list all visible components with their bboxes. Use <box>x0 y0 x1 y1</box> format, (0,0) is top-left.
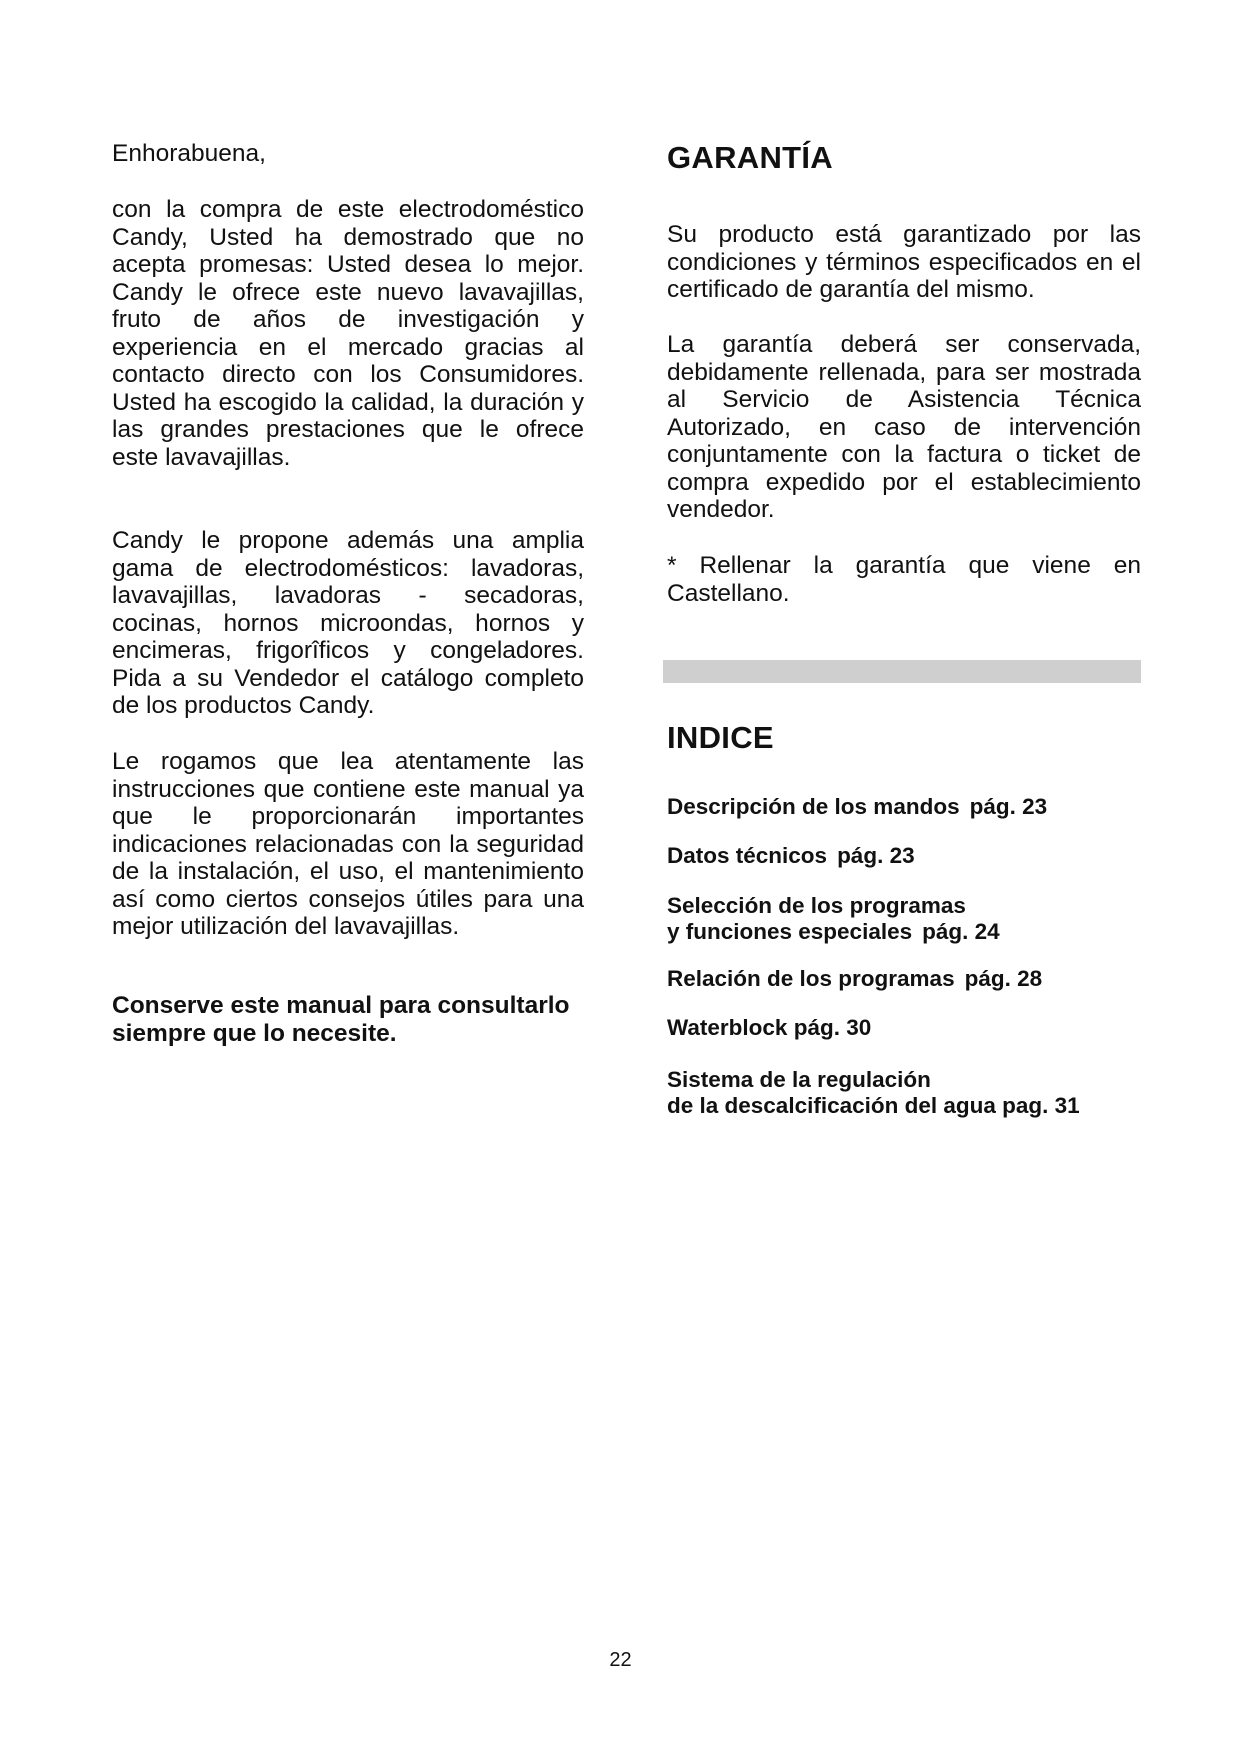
page-number: 22 <box>609 1649 632 1671</box>
toc-item-title-line-2: y funciones especiales <box>667 918 913 944</box>
warranty-heading: GARANTÍA <box>667 140 833 175</box>
toc-item-title: Datos técnicos <box>667 843 828 868</box>
section-divider <box>663 660 1141 683</box>
greeting: Enhorabuena, <box>112 140 266 167</box>
toc-item-page: pág. 23 <box>837 843 915 868</box>
toc-item-technical-data[interactable] <box>667 843 1141 869</box>
product-range-paragraph: Candy le propone además una amplia gama de electrodomésticos: lavadoras, lavavajillas, lavadoras - secadoras, cocinas, hornos microondas, hornos y encimeras, frigorîficos y congeladores. Pida a su Vendedor el catálogo completo de los productos Candy. <box>112 527 584 719</box>
instructions-paragraph: Le rogamos que lea atentamente las instrucciones que contiene este manual ya que le proporcionarán importantes indicaciones relacionadas con la seguridad de la instalación, el uso, el mantenimiento así como ciertos consejos útiles para una mejor utilización del lavavajillas. <box>112 748 584 940</box>
toc-item-title: Sistema de la regulación <box>667 1067 931 1092</box>
toc-item-title: Selección de los programas <box>667 893 966 918</box>
warranty-note: * Rellenar la garantía que viene en Castellano. <box>667 552 1141 607</box>
toc-item-page: pag. 31 <box>1002 1092 1080 1118</box>
index-heading: INDICE <box>667 720 774 755</box>
intro-paragraph: con la compra de este electrodoméstico Candy, Usted ha demostrado que no acepta promesas: Usted desea lo mejor. Candy le ofrece este nuevo lavavajillas, fruto de años de investigación y experiencia en el mercado gracias al contacto directo con los Consumidores. Usted ha escogido la calidad, la duración y las grandes prestaciones que le ofrece este lavavajillas. <box>112 196 584 471</box>
toc-item-waterblock[interactable] <box>667 1015 1141 1041</box>
toc-item-page: pág. 23 <box>969 794 1048 819</box>
toc-item-page: pág. 24 <box>922 918 1000 944</box>
toc-item-program-selection[interactable] <box>667 893 1141 944</box>
closing-note: Conserve este manual para consultarlo siempre que lo necesite. <box>112 992 570 1047</box>
toc-item-page: pág. 28 <box>964 966 1043 991</box>
toc-item-page: pág. 30 <box>793 1015 872 1040</box>
toc-item-title: Waterblock <box>667 1015 788 1040</box>
warranty-paragraph-2: La garantía deberá ser conservada, debidamente rellenada, para ser mostrada al Servicio de Asistencia Técnica Autorizado, en caso de intervención conjuntamente con la factura o ticket de compra expedido por el establecimiento vendedor. <box>667 331 1141 523</box>
toc-item-title: Descripción de los mandos <box>667 794 960 819</box>
warranty-paragraph-1: Su producto está garantizado por las condiciones y términos especificados en el certificado de garantía del mismo. <box>667 221 1141 303</box>
toc-item-water-softener[interactable] <box>667 1067 1141 1118</box>
toc-item-title: Relación de los programas <box>667 966 955 991</box>
toc-item-title-line-2: de la descalcificación del agua <box>667 1092 996 1118</box>
toc-item-controls[interactable] <box>667 794 1141 820</box>
toc-item-program-list[interactable] <box>667 966 1141 992</box>
